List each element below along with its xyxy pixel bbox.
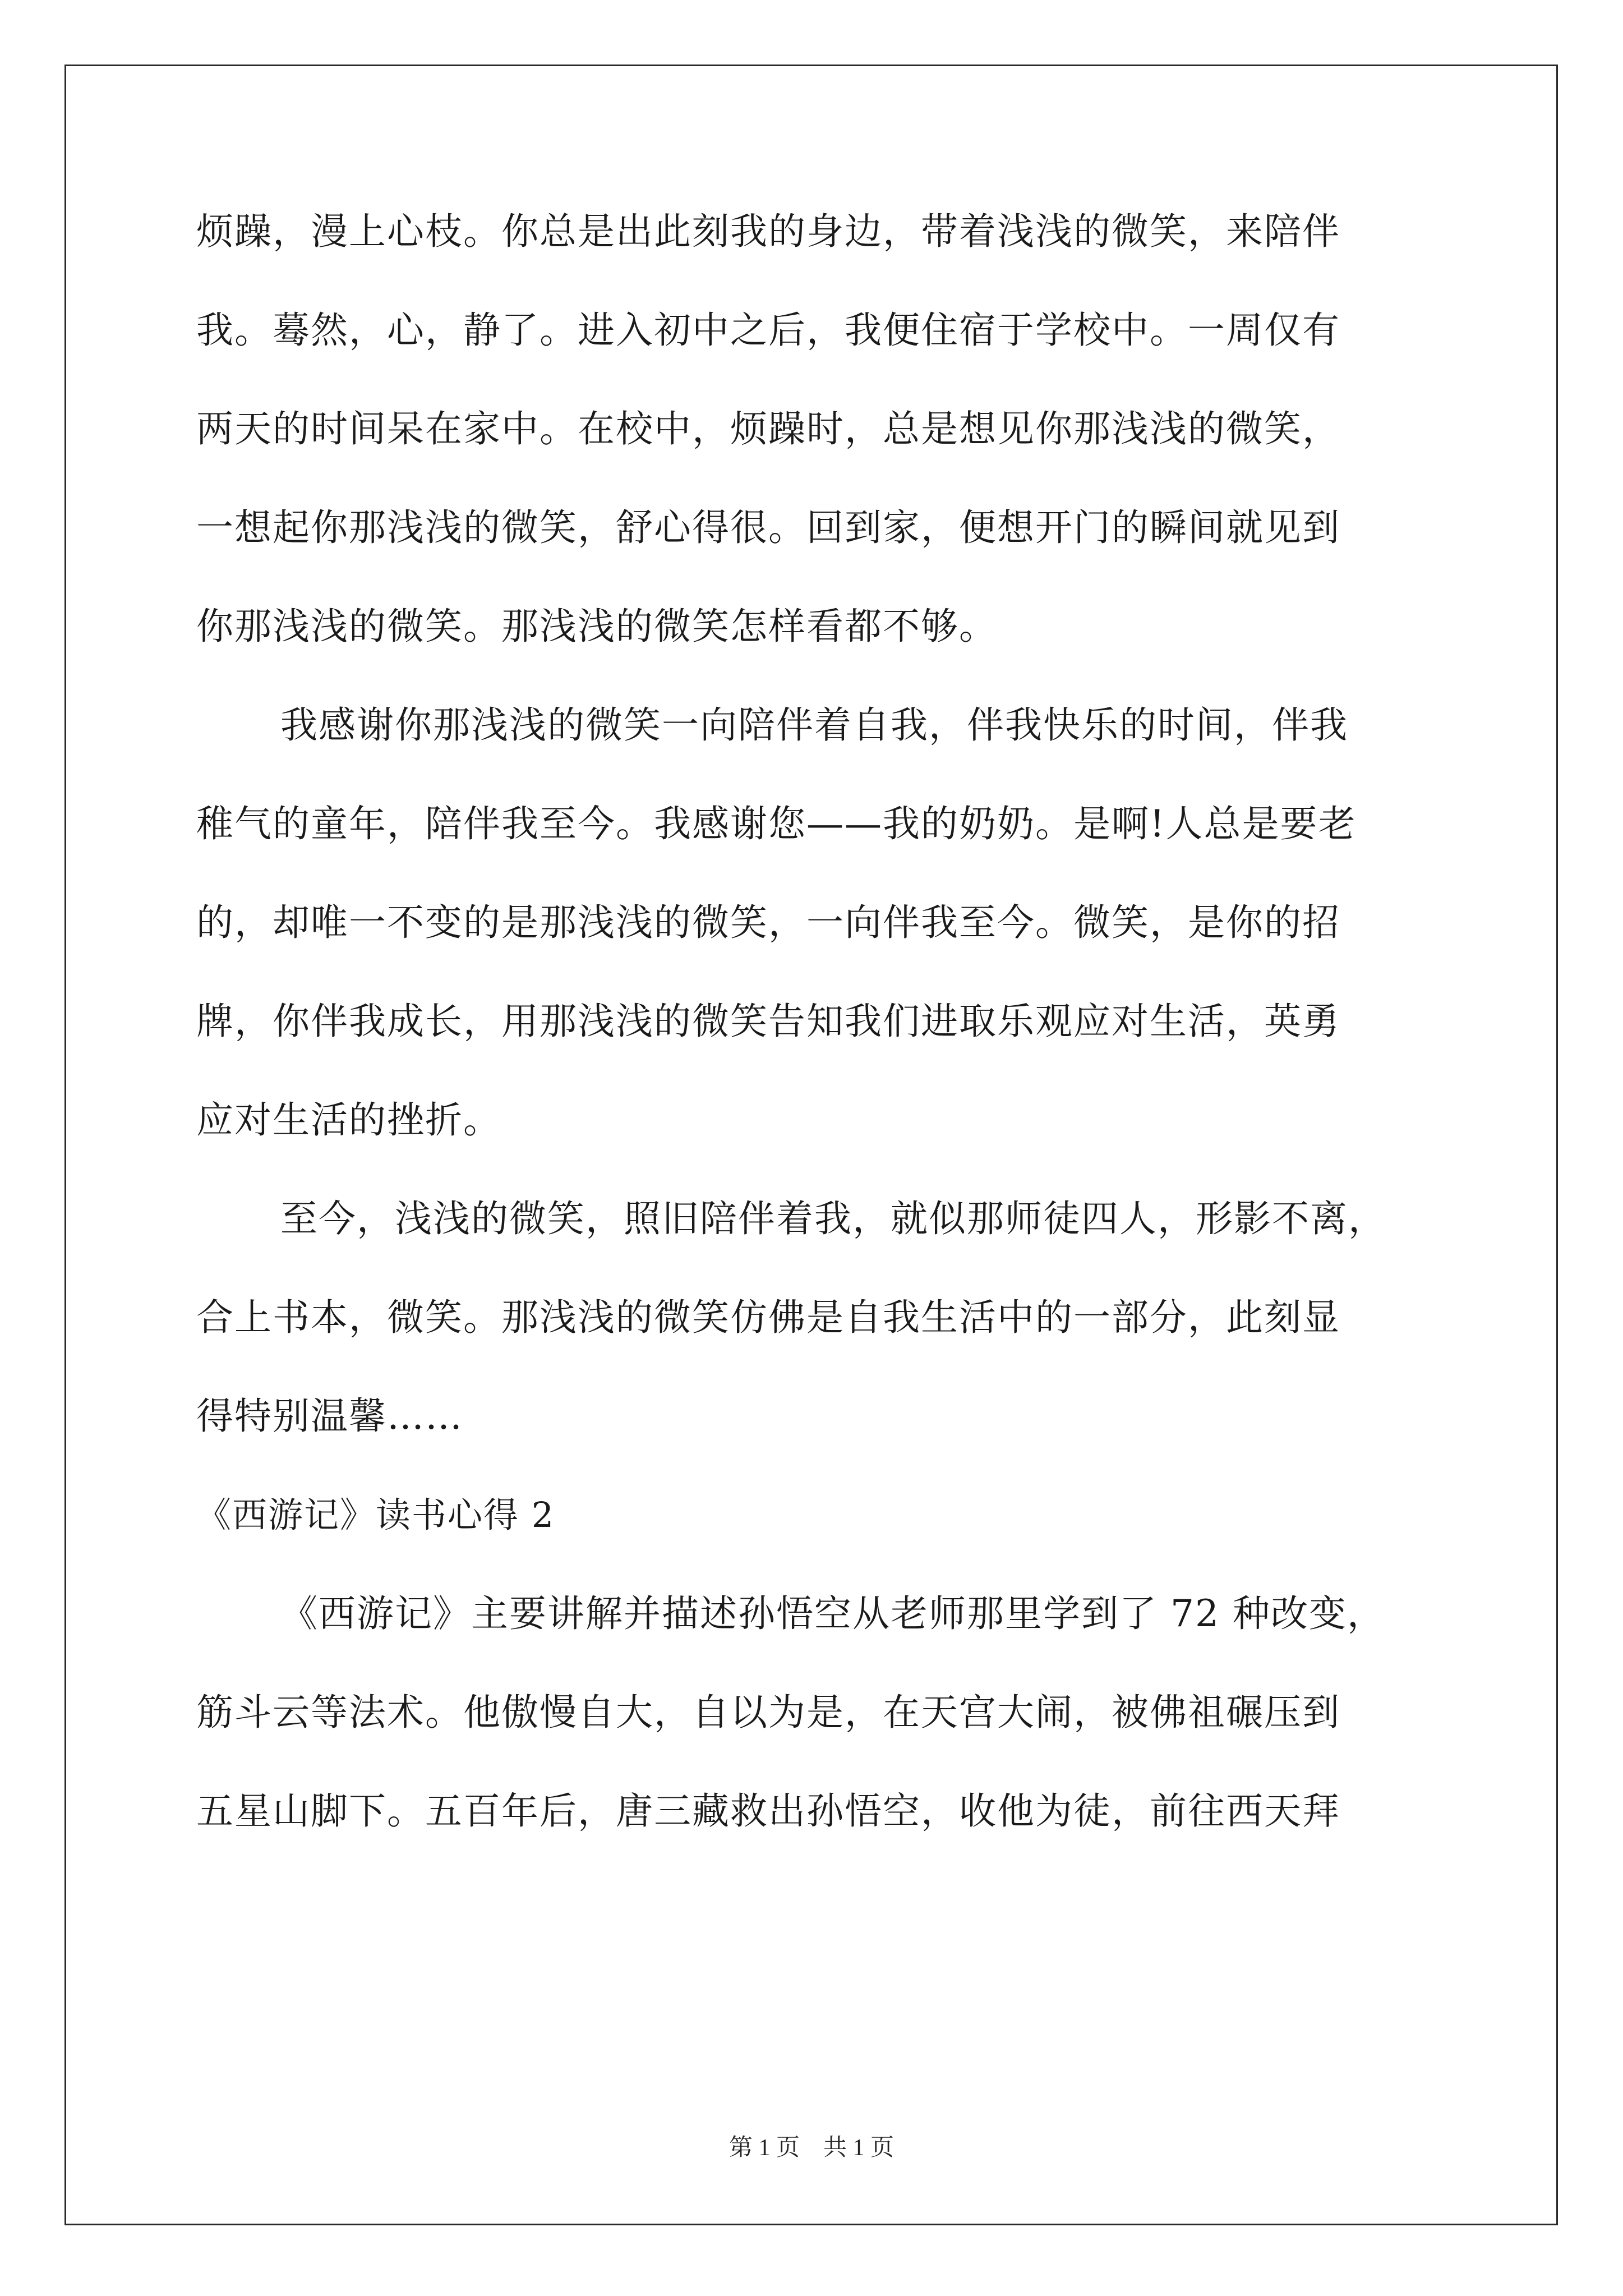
- text-line: 得特别温馨……: [196, 1395, 463, 1438]
- text-line: 应对生活的挫折。: [196, 1098, 501, 1142]
- text-line: 的，却唯一不变的是那浅浅的微笑，一向伴我至今。微笑，是你的招: [196, 901, 1340, 944]
- paragraph-start-line: 我感谢你那浅浅的微笑一向陪伴着自我，伴我快乐的时间，伴我: [280, 703, 1348, 747]
- text-line: 一想起你那浅浅的微笑，舒心得很。回到家，便想开门的瞬间就见到: [196, 506, 1340, 549]
- section-heading: 《西游记》读书心得 2: [196, 1494, 555, 1535]
- text-line: 五星山脚下。五百年后，唐三藏救出孙悟空，收他为徒，前往西天拜: [196, 1789, 1340, 1833]
- text-line: 两天的时间呆在家中。在校中，烦躁时，总是想见你那浅浅的微笑，: [196, 407, 1340, 450]
- text-line: 你那浅浅的微笑。那浅浅的微笑怎样看都不够。: [196, 605, 997, 648]
- paragraph-start-line: 《西游记》主要讲解并描述孙悟空从老师那里学到了 72 种改变，: [280, 1592, 1385, 1635]
- text-line: 稚气的童年，陪伴我至今。我感谢您——我的奶奶。是啊!人总是要老: [196, 802, 1357, 845]
- text-line: 牌，你伴我成长，用那浅浅的微笑告知我们进取乐观应对生活，英勇: [196, 1000, 1340, 1043]
- text-line: 我。蓦然，心，静了。进入初中之后，我便住宿于学校中。一周仅有: [196, 309, 1340, 352]
- text-line: 筋斗云等法术。他傲慢自大，自以为是，在天宫大闹，被佛祖碾压到: [196, 1691, 1340, 1734]
- document-body: [196, 210, 1447, 1892]
- paragraph-start-line: 至今，浅浅的微笑，照旧陪伴着我，就似那师徒四人，形影不离，: [280, 1197, 1386, 1240]
- text-line: 合上书本，微笑。那浅浅的微笑仿佛是自我生活中的一部分，此刻显: [196, 1296, 1340, 1339]
- page-footer: 第 1 页 共 1 页: [728, 2135, 894, 2161]
- text-line: 烦躁，漫上心枝。你总是出此刻我的身边，带着浅浅的微笑，来陪伴: [196, 210, 1340, 253]
